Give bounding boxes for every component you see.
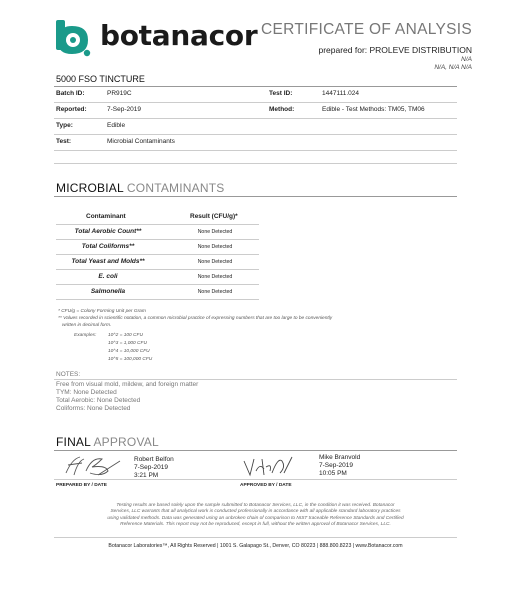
client-address-line1: N/A	[461, 56, 472, 63]
divider	[56, 299, 259, 300]
disclaimer-line: Reference Materials. This report may not be reproduced, except in full, without the written approval of Botanacor Services, LLC.	[120, 521, 391, 527]
contaminant-name: Salmonella	[90, 288, 126, 295]
section-title-bold: FINAL	[56, 435, 91, 449]
example-line: 10^5 = 100,000 CFU	[108, 357, 153, 362]
note-line: Free from visual mold, mildew, and foreign matter	[56, 381, 199, 388]
batch-id-label: Batch ID:	[56, 90, 85, 97]
example-line: 10^2 = 100 CFU	[108, 333, 143, 338]
divider	[54, 537, 457, 538]
brand-name: botanacor	[100, 19, 258, 52]
footnote-notation-cont: written in decimal form.	[62, 323, 112, 328]
method-label: Method:	[269, 106, 295, 113]
botanacor-logo	[54, 18, 94, 58]
divider	[54, 134, 457, 135]
prepared-by-time: 3:21 PM	[134, 472, 159, 479]
contaminant-result: None Detected	[197, 229, 233, 235]
contaminant-name: E. coli	[98, 273, 118, 280]
client-address-line2: N/A, N/A N/A	[434, 64, 472, 71]
divider	[54, 150, 457, 151]
section-title-light: APPROVAL	[93, 435, 159, 449]
type-label: Type:	[56, 122, 73, 129]
test-label: Test:	[56, 138, 72, 145]
examples-label: Examples:	[74, 333, 97, 338]
contaminant-result: None Detected	[197, 289, 233, 295]
divider	[54, 86, 457, 87]
document-title: CERTIFICATE OF ANALYSIS	[260, 21, 472, 38]
contaminant-name: Total Aerobic Count**	[74, 228, 142, 235]
col-result-header: Result (CFU/g)*	[190, 213, 238, 220]
contaminant-name: Total Yeast and Molds**	[71, 258, 145, 265]
divider	[54, 379, 457, 380]
divider	[54, 479, 457, 480]
notes-label: NOTES:	[56, 371, 81, 378]
test-value: Microbial Contaminants	[107, 138, 175, 145]
approved-by-time: 10:05 PM	[319, 470, 347, 477]
footnote-notation: ** Values recorded in scientific notation, a common microbial practice of expressing numbers that are too large to be conveniently	[58, 316, 333, 321]
divider	[54, 163, 457, 164]
prepared-by-name: Robert Belfon	[134, 456, 174, 463]
disclaimer	[54, 503, 457, 528]
prepared-by-label: PREPARED BY / DATE	[56, 483, 107, 488]
divider	[56, 254, 259, 255]
divider	[54, 118, 457, 119]
contaminant-result: None Detected	[197, 244, 233, 250]
type-value: Edible	[107, 122, 126, 129]
batch-id-value: PR919C	[107, 90, 132, 97]
prepared-signature	[62, 453, 124, 479]
approved-signature	[240, 453, 296, 479]
reported-label: Reported:	[56, 106, 87, 113]
test-id-label: Test ID:	[269, 90, 293, 97]
approved-by-label: APPROVED BY / DATE	[240, 483, 292, 488]
microbial-section-title	[56, 181, 224, 195]
method-value: Edible - Test Methods: TM05, TM06	[322, 106, 425, 113]
col-contaminant-header: Contaminant	[86, 213, 126, 220]
section-title-bold: MICROBIAL	[56, 181, 124, 195]
example-line: 10^3 = 1,000 CFU	[108, 341, 147, 346]
note-line: Total Aerobic: None Detected	[56, 397, 141, 404]
prepared-by-date: 7-Sep-2019	[134, 464, 168, 471]
approval-section-title	[56, 435, 159, 449]
section-title-light: CONTAMINANTS	[126, 181, 225, 195]
divider	[56, 284, 259, 285]
divider	[54, 196, 457, 197]
contaminant-result: None Detected	[197, 274, 233, 280]
disclaimer-line: Services, LLC warrants that all analytical work is conducted professionally in accordance with all applicable standard laboratory practices	[110, 509, 401, 515]
divider	[56, 239, 259, 240]
approved-by-name: Mike Branvold	[319, 454, 361, 461]
divider	[54, 102, 457, 103]
footnote-cfu: * CFU/g = Colony Forming Unit per Gram	[58, 309, 146, 314]
reported-value: 7-Sep-2019	[107, 106, 141, 113]
divider	[54, 450, 457, 451]
disclaimer-line: using validated methods. Data was generated using an unbroken chain of comparison to NIST traceable Reference Standards and Certified	[107, 515, 404, 521]
prepared-for: prepared for: PROLEVE DISTRIBUTION	[318, 45, 472, 55]
product-name: 5000 FSO TINCTURE	[56, 74, 145, 84]
note-line: Coliforms: None Detected	[56, 405, 131, 412]
contaminant-result: None Detected	[197, 259, 233, 265]
example-line: 10^4 = 10,000 CFU	[108, 349, 150, 354]
note-line: TYM: None Detected	[56, 389, 117, 396]
approved-by-date: 7-Sep-2019	[319, 462, 353, 469]
disclaimer-line: Testing results are based solely upon the sample submitted to Botanacor Services, LLC, in the condition it was received. Botanacor	[116, 503, 395, 508]
page-footer: Botanacor Laboratories™, All Rights Reserved | 1001 S. Galapago St., Denver, CO 80223 | 888.800.8223 | www.Botanacor.com	[108, 543, 403, 549]
divider	[56, 269, 259, 270]
divider	[56, 224, 259, 225]
test-id-value: 1447111.024	[322, 90, 359, 97]
contaminant-name: Total Coliforms**	[81, 243, 135, 250]
